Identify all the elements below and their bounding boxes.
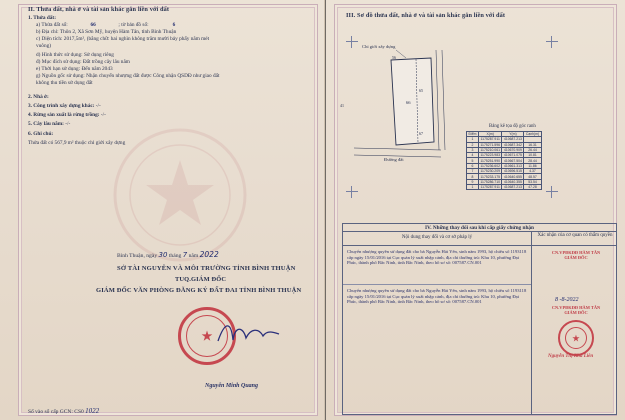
coordinate-row [467, 184, 542, 189]
parcel-number-row [36, 22, 198, 28]
signing-date [117, 252, 219, 259]
coordinate-cell: 9 [467, 179, 479, 184]
changes-title: IV. Những thay đổi sau khi cấp giấy chứng nhận [343, 224, 616, 232]
coordinate-cell: 5 [467, 158, 479, 163]
parcel-diagram [326, 0, 625, 240]
office-director-title: GIÁM ĐỐC VĂN PHÒNG ĐĂNG KÝ ĐẤT ĐAI TỈNH BÌNH THUẬN [96, 287, 302, 294]
coordinate-cell: 410640.355 [503, 179, 522, 184]
map-sheet-value: 6 [172, 22, 176, 28]
area-line-cont: vuông) [36, 43, 52, 49]
column-divider [531, 232, 532, 414]
coordinate-cell: 1 [467, 137, 479, 142]
coordinate-cell: 1175210.061 [480, 148, 500, 153]
emblem-watermark [100, 120, 260, 270]
section-title-diagram: III. Sơ đồ thửa đất, nhà ở và tài sản khác gắn liền với đất [346, 12, 506, 19]
neighbor-west: 41 [340, 103, 344, 108]
confirmation-date: 8 -8-2022 [555, 297, 579, 303]
coordinate-table [466, 131, 542, 190]
row-divider [343, 284, 531, 285]
signing-month-label: tháng [168, 253, 182, 259]
coordinate-cell: 1175230.209 [480, 169, 500, 174]
header-divider [343, 245, 616, 246]
neighbor-inner: 65 [419, 88, 423, 93]
forest-value: -/- [100, 112, 106, 118]
registration-book-number [28, 408, 99, 415]
coordinate-cell: 1175271.596 [480, 142, 500, 147]
coord-table-title: Bảng kê tọa độ góc ranh [489, 124, 536, 129]
note-heading: 6. Ghi chú: [28, 131, 54, 137]
coordinate-table-body [467, 137, 542, 190]
coordinate-cell: 410670.909 [503, 148, 522, 153]
coordinate-cell: 410687.213 [503, 185, 522, 190]
signing-day: 30 [158, 251, 168, 259]
coordinate-cell: 1175251.990 [480, 158, 500, 163]
origin-line-cont: không thu tiền sử dụng đất [36, 80, 93, 86]
signing-month: 7 [182, 251, 188, 259]
coordinate-cell: 4.37 [524, 169, 541, 174]
change-entry: Chuyển nhượng quyền sử dụng đất cho bà Nguyễn Hải Yến, sinh năm 1993, hộ chiếu số 1193118 cấp ngày 15/01/2016 tại Cục quản lý xuất nhập cảnh, địa chỉ thường trú: Khu 10, phường Đại Phúc, thành phố Bắc Ninh, tỉnh Bắc Ninh, theo hồ sơ số: 007587.CN.001 [347, 249, 527, 266]
red-official-seal: ★ [558, 320, 594, 356]
house-heading: 2. Nhà ở: [28, 94, 49, 100]
changes-table [342, 223, 617, 415]
coordinate-cell: 53.54 [524, 179, 541, 184]
signing-year: 2022 [199, 250, 219, 259]
coordinate-cell: 47.28 [524, 184, 541, 189]
road-edge [354, 148, 441, 150]
registration-book-value: 1022 [85, 407, 100, 415]
coordinate-cell: 7 [467, 169, 479, 174]
change-content-header: Nội dung thay đổi và cơ sở pháp lý [401, 235, 473, 240]
other-works-value: -/- [95, 103, 101, 109]
coordinate-cell: 10.81 [524, 153, 541, 158]
coordinate-cell: 48.57 [524, 174, 541, 179]
issuing-authority: SỞ TÀI NGUYÊN VÀ MÔI TRƯỜNG TỈNH BÌNH THUẬN [117, 265, 296, 272]
coord-header: Điểm [468, 132, 477, 137]
coordinate-cell: 410640.655 [503, 174, 522, 179]
coordinate-cell: 26.44 [524, 147, 541, 152]
handwritten-signature [213, 316, 283, 351]
road-edge [442, 50, 445, 150]
forest-label: 4. Rừng sản xuất là rừng trồng: [28, 112, 100, 118]
coordinate-cell: 1175233.175 [480, 174, 500, 179]
usage-purpose-line: đ) Mục đích sử dụng: Đất trồng cây lâu năm [36, 59, 130, 65]
address-line: b) Địa chỉ: Thôn 2, Xã Sơn Mỹ, huyện Hàm Tân, tỉnh Bình Thuận [36, 29, 177, 35]
authority-confirmation-header: Xác nhận của cơ quan có thẩm quyền [537, 233, 613, 238]
neighbor-north: 56 [392, 55, 396, 60]
coordinate-cell: 1175287.911 [478, 137, 502, 142]
registration-book-label: Số vào sổ cấp GCN: CS0 [28, 409, 84, 415]
coordinate-cell: 410661.313 [503, 163, 522, 168]
coordinate-cell: 3 [467, 147, 479, 152]
coord-header: Cạnh(m) [525, 132, 540, 137]
parcel-heading: 1. Thửa đất: [28, 15, 56, 21]
coordinate-cell: 410696.515 [503, 169, 522, 174]
coordinate-cell: 1175286.710 [480, 179, 500, 184]
parcel-number-label: 66 [406, 100, 411, 105]
section-title-parcel: II. Thửa đất, nhà ở và tài sản khác gắn liền với đất [28, 6, 170, 13]
coordinate-cell: 1175287.911 [478, 184, 502, 189]
road-edge [436, 50, 439, 150]
forest-heading [28, 112, 106, 118]
authorization-title: TUQ.GIÁM ĐỐC [175, 276, 227, 283]
coord-header: Y(m) [502, 132, 524, 137]
signer-name: Nguyễn Thị Khả Liên [548, 354, 594, 359]
perennial-label: 5. Cây lâu năm: [28, 121, 64, 127]
signer-name: Nguyễn Minh Quang [205, 383, 259, 389]
perennial-heading [28, 121, 70, 127]
other-works-heading [28, 103, 101, 109]
parcel-number-label: a) Thửa đất số: [36, 22, 68, 28]
neighbor-south: 67 [419, 131, 423, 136]
origin-line: g) Nguồn gốc sử dụng: Nhận chuyển nhượng đất được Công nhận QSDĐ như giao đất [36, 73, 220, 79]
coordinate-cell: 410687.342 [503, 142, 522, 147]
coordinate-cell: 8 [467, 174, 479, 179]
branch-stamp: CN.VPĐKĐĐ HÀM TÂN GIÁM ĐỐC [551, 250, 601, 260]
coordinate-cell: 410671.075 [503, 153, 522, 158]
coordinate-cell: 28.44 [524, 158, 541, 163]
coordinate-cell: 1 [467, 184, 479, 189]
coordinate-cell: 1175223.983 [480, 153, 500, 158]
area-line: c) Diện tích: 2017,5m², (bằng chữ: hai nghìn không trăm mười bảy phẩy năm mét [36, 36, 210, 42]
coordinate-cell: 410667.504 [503, 158, 522, 163]
coordinate-cell: 11.86 [524, 163, 541, 168]
parcel-polygon [391, 58, 434, 145]
signing-year-label: năm [188, 253, 199, 259]
road-label: Đường đất [384, 157, 404, 162]
usage-term-line: e) Thời hạn sử dụng: Đến năm 2043 [36, 66, 113, 72]
coordinate-cell: 1175236.602 [480, 163, 500, 168]
coordinate-cell: 2 [467, 142, 479, 147]
label-leader [396, 50, 406, 58]
boundary-label: Chỉ giới xây dựng [362, 44, 396, 49]
parcel-number-value: 66 [90, 22, 96, 28]
coordinate-cell: 410687.213 [503, 137, 522, 142]
branch-stamp: CN.VPĐKĐĐ HÀM TÂN GIÁM ĐỐC [551, 305, 601, 315]
coordinate-cell: 4 [467, 153, 479, 158]
change-entry: Chuyển nhượng quyền sử dụng đất cho bà Nguyễn Hải Yến, sinh năm 1993, hộ chiếu số 1193118 cấp ngày 15/01/2016 tại Cục quản lý xuất nhập cảnh, địa chỉ thường trú: Khu 10, phường Đại Phúc, thành phố Bắc Ninh, tỉnh Bắc Ninh, theo hồ sơ số: 007587.CN.001 [347, 288, 527, 305]
coordinate-cell: 6 [467, 163, 479, 168]
note-text: Thửa đất có 567,9 m² thuộc chỉ giới xây dựng [28, 140, 126, 146]
signing-place: Bình Thuận, ngày [117, 253, 158, 259]
red-official-seal: ★ [178, 307, 236, 365]
perennial-value: -/- [65, 121, 71, 127]
right-page [326, 0, 625, 420]
usage-form-line: d) Hình thức sử dụng: Sử dụng riêng [36, 52, 114, 58]
coordinate-cell: 16.31 [524, 142, 541, 147]
map-sheet-label: ; tờ bản đồ số: [118, 22, 149, 28]
other-works-label: 3. Công trình xây dựng khác: [28, 103, 95, 109]
coord-header: X(m) [478, 132, 502, 137]
